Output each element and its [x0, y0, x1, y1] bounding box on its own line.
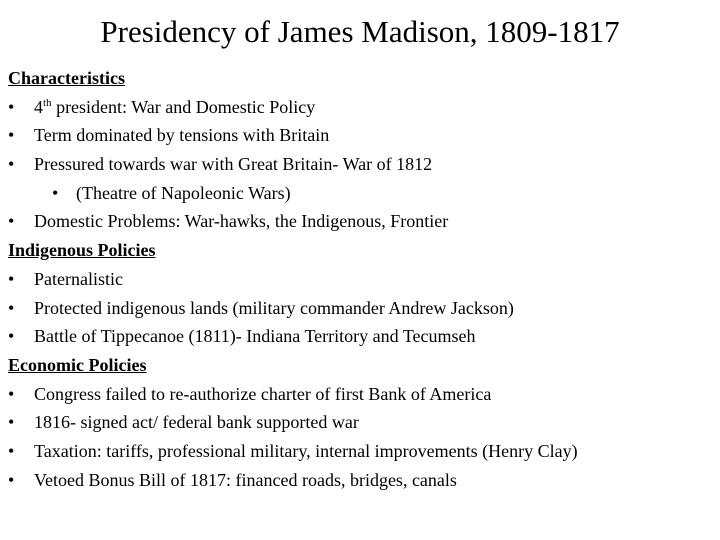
bullet-item: [8, 322, 714, 351]
bullet-text: president: War and Domestic Policy: [51, 96, 316, 117]
bullet-item: [8, 294, 714, 323]
bullet-text: Paternalistic: [34, 268, 123, 289]
bullet-icon: •: [8, 412, 15, 433]
bullet-text: Taxation: tariffs, professional military, internal improvements (Henry Clay): [34, 440, 578, 461]
bullet-icon: •: [8, 211, 15, 232]
bullet-icon: •: [8, 469, 15, 490]
bullet-icon: •: [8, 297, 15, 318]
bullet-icon: •: [52, 182, 59, 203]
bullet-icon: •: [8, 383, 15, 404]
bullet-item: [8, 466, 714, 495]
bullet-item: [8, 150, 714, 179]
bullet-text: Domestic Problems: War-hawks, the Indigenous, Frontier: [34, 211, 449, 232]
bullet-text: Pressured towards war with Great Britain- War of 1812: [34, 154, 433, 175]
slide-title: Presidency of James Madison, 1809-1817: [100, 14, 620, 49]
bullet-icon: •: [8, 326, 15, 347]
section-heading-characteristics: Characteristics: [8, 68, 125, 88]
bullet-icon: •: [8, 154, 15, 175]
bullet-icon: •: [8, 440, 15, 461]
bullet-text: Protected indigenous lands (military commander Andrew Jackson): [34, 297, 514, 318]
bullet-text: Congress failed to re-authorize charter of first Bank of America: [34, 383, 492, 404]
section-heading-economic-policies: Economic Policies: [8, 354, 147, 375]
bullet-text: (Theatre of Napoleonic Wars): [76, 182, 291, 203]
bullet-item: [8, 437, 714, 466]
section-heading-indigenous-policies: Indigenous Policies: [8, 240, 156, 261]
bullet-text: Vetoed Bonus Bill of 1817: financed roads, bridges, canals: [34, 469, 457, 490]
bullet-text-superscript: th: [43, 96, 52, 109]
bullet-item: [8, 265, 714, 294]
bullet-text: 1816- signed act/ federal bank supported war: [34, 412, 359, 433]
bullet-text: Battle of Tippecanoe (1811)- Indiana Territory and Tecumseh: [34, 326, 476, 347]
bullet-item: [8, 207, 714, 236]
bullet-icon: •: [8, 268, 15, 289]
slide-body: [8, 64, 714, 494]
sub-bullet-item: [8, 179, 714, 208]
bullet-item: [8, 93, 714, 122]
bullet-icon: •: [8, 96, 15, 117]
bullet-item: [8, 121, 714, 150]
bullet-item: [8, 380, 714, 409]
bullet-icon: •: [8, 125, 15, 146]
bullet-item: [8, 408, 714, 437]
bullet-text: Term dominated by tensions with Britain: [34, 125, 330, 146]
bullet-text-ordinal: 4: [34, 96, 43, 117]
